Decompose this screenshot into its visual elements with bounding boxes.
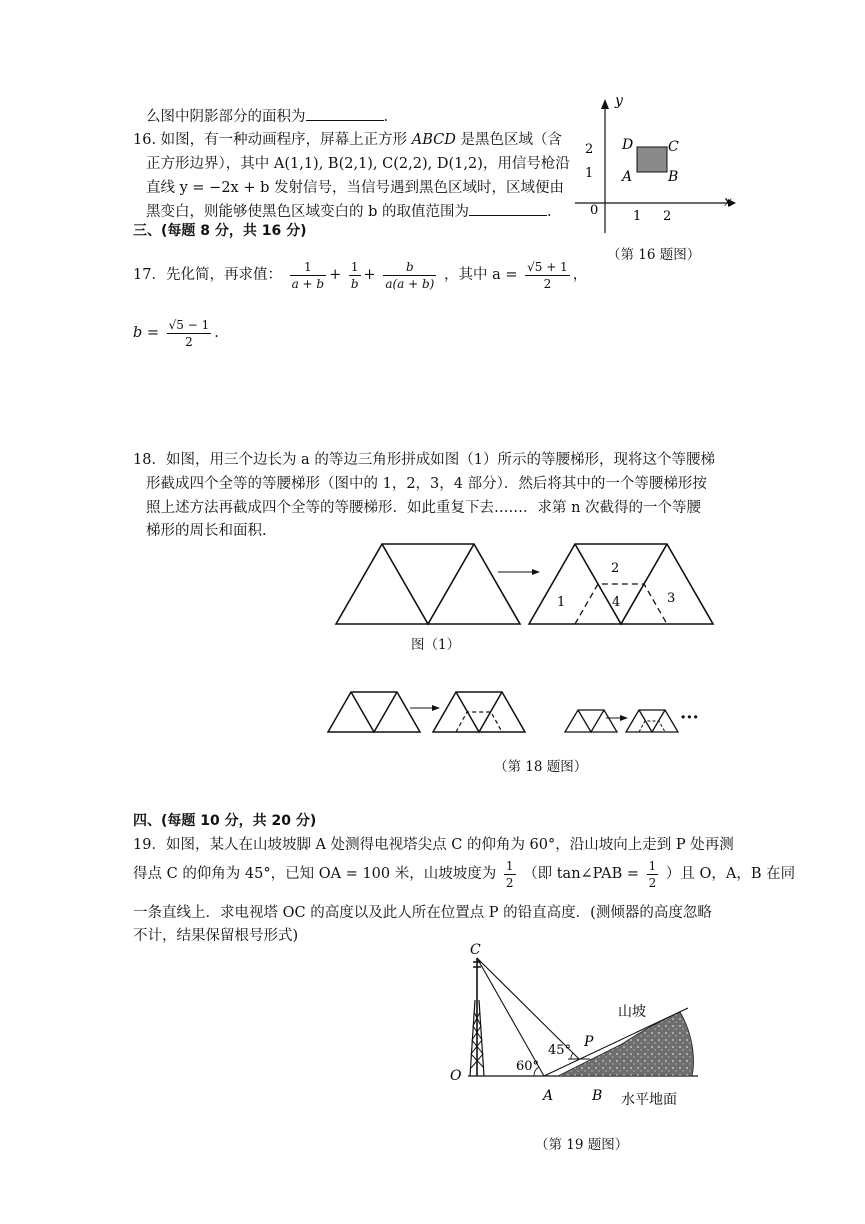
- q16-line1: 16. 如图，有一种动画程序，屏幕上正方形 ABCD 是黑色区域（含: [133, 132, 563, 148]
- q18-caption: （第 18 题图）: [494, 759, 588, 775]
- q15-answer-blank[interactable]: [306, 106, 384, 121]
- y-axis-label: y: [615, 93, 623, 109]
- q16-line2: 正方形边界），其中 A(1,1), B(2,1), C(2,2), D(1,2)，用信号枪沿: [146, 156, 570, 172]
- q19-line1: 19．如图，某人在山坡坡脚 A 处测得电视塔尖点 C 的仰角为 60°，沿山坡向上走到 P 处再测: [133, 837, 734, 853]
- q19-tower-slope-figure: [440, 940, 710, 1115]
- q18-line2: 形截成四个全等的等腰梯形（图中的 1，2，3，4 部分）．然后将其中的一个等腰梯形按: [146, 476, 707, 492]
- q16-line4: 黑变白，则能够使黑色区域变白的 b 的取值范围为 .: [146, 201, 552, 222]
- q18-small-trapezoid-2: [430, 688, 530, 738]
- point-C-label: C: [470, 942, 481, 958]
- tick-y2: 2: [585, 142, 594, 157]
- angle-45-label: 45°: [548, 1043, 572, 1058]
- part-label-2: 2: [611, 561, 620, 576]
- tan-fraction: $\frac{1}{2}$: [648, 858, 657, 890]
- q19-line3: 一条直线上．求电视塔 OC 的高度以及此人所在位置点 P 的铅直高度．(测倾器的高度忽略: [133, 905, 712, 921]
- q17-b-value: b = $\frac{√5 - 1}{2}$ .: [133, 317, 219, 349]
- slope-label: 山坡: [618, 1004, 646, 1020]
- point-O-label: O: [450, 1068, 462, 1084]
- q19-caption: （第 19 题图）: [535, 1137, 629, 1153]
- point-A-label: A: [543, 1088, 554, 1104]
- point-D-label: D: [622, 137, 634, 153]
- fraction-1: $\frac{1}{a + b}$: [291, 259, 325, 291]
- q16-line3: 直线 y = −2x + b 发射信号，当信号遇到黑色区域时，区域便由: [146, 180, 564, 196]
- part-label-4: 4: [612, 595, 621, 610]
- q18-figure1-caption: 图（1）: [411, 637, 461, 653]
- b-value-fraction: $\frac{√5 - 1}{2}$: [168, 317, 210, 349]
- q16-answer-blank[interactable]: [469, 201, 547, 216]
- point-C-label: C: [668, 139, 679, 155]
- q19-line2: 得点 C 的仰角为 45°，已知 OA = 100 米，山坡坡度为 $\frac{1}{2}$ （即 tan∠PAB = $\frac{1}{2}$ ）且 O，A，B 在同: [133, 858, 796, 890]
- point-B-label: B: [668, 169, 679, 185]
- fraction-2: $\frac{1}{b}$: [350, 259, 359, 291]
- q18-trapezoid-cut: [525, 540, 725, 630]
- point-B-label: B: [592, 1088, 603, 1104]
- section-3-heading: 三、(每题 8 分，共 16 分): [133, 223, 307, 239]
- q18-line3: 照上述方法再截成四个全等的等腰梯形．如此重复下去……．求第 n 次截得的一个等腰: [146, 500, 702, 516]
- q18-trapezoid-figure-1: [330, 540, 530, 630]
- tick-x2: 2: [663, 209, 672, 224]
- black-square-region: [637, 147, 667, 172]
- ground-label: 水平地面: [621, 1092, 677, 1108]
- part-label-3: 3: [667, 591, 676, 606]
- origin-label: 0: [590, 203, 599, 218]
- tick-x1: 1: [633, 209, 642, 224]
- q18-tiny-trapezoid-2: [624, 706, 684, 738]
- slope-fraction: $\frac{1}{2}$: [505, 858, 514, 890]
- angle-60-label: 60°: [516, 1059, 540, 1074]
- point-P-label: P: [584, 1034, 594, 1050]
- part-label-1: 1: [557, 595, 566, 610]
- q15-tail: 么图中阴影部分的面积为 .: [146, 106, 388, 127]
- q19-line4: 不计，结果保留根号形式): [133, 928, 299, 944]
- section-4-heading: 四、(每题 10 分，共 20 分): [133, 813, 317, 829]
- q18-continuation-dots: ···: [680, 707, 699, 728]
- q16-coordinate-figure: [560, 95, 750, 235]
- q18-line4: 梯形的周长和面积.: [146, 523, 267, 539]
- q18-line1: 18．如图，用三个边长为 a 的等边三角形拼成如图（1）所示的等腰梯形，现将这个等腰梯: [133, 452, 716, 468]
- x-axis-label: x: [724, 194, 732, 210]
- q17-expression: 17．先化简，再求值： $\frac{1}{a + b}$ + $\frac{1}{b}$ + $\frac{b}{a(a + b)}$ ，其中 a = $\frac{√5 + 1}{2}$ ，: [133, 259, 588, 291]
- point-A-label: A: [622, 169, 633, 185]
- a-value-fraction: $\frac{√5 + 1}{2}$: [527, 259, 568, 291]
- tick-y1: 1: [585, 166, 594, 181]
- fraction-3: $\frac{b}{a(a + b)}$: [385, 259, 435, 291]
- q16-caption: （第 16 题图）: [607, 247, 701, 263]
